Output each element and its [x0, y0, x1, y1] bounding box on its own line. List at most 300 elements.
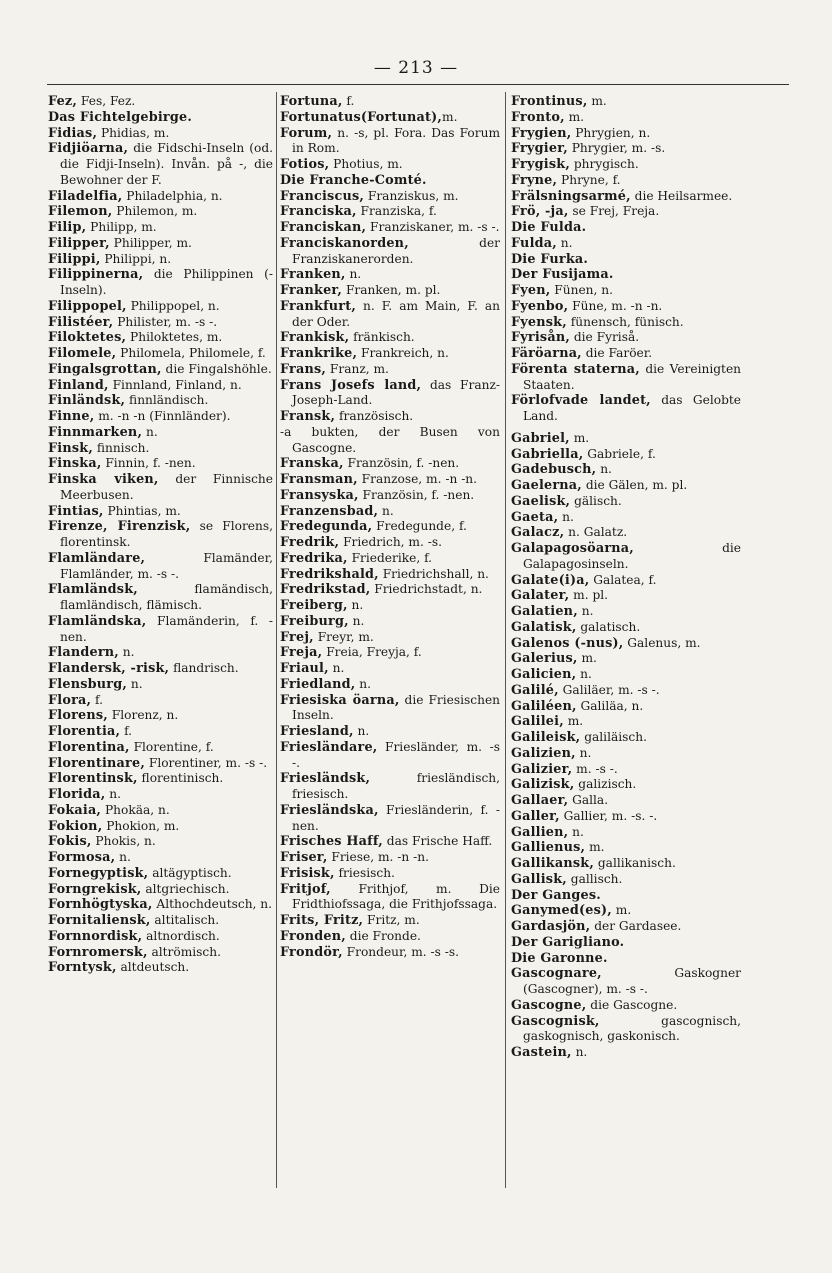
entry-definition: finnländisch.	[125, 393, 209, 408]
entry-headword: Fornegyptisk,	[48, 865, 149, 881]
entry-headword: Frisches Haff,	[280, 834, 383, 850]
dictionary-entry	[511, 1045, 741, 1061]
dictionary-entry	[511, 447, 741, 463]
entry-definition: friesisch.	[334, 865, 395, 880]
entry-definition: galatisch.	[576, 619, 641, 634]
entry-definition: n.	[571, 1045, 588, 1059]
dictionary-entry	[511, 252, 741, 268]
entry-definition: Philippi, n.	[100, 251, 172, 266]
entry-definition: der Finnische Meerbusen.	[60, 472, 273, 502]
dictionary-entry	[48, 472, 273, 504]
entry-definition: Französin, f. -nen.	[358, 487, 475, 502]
entry-headword: Florentina,	[48, 739, 130, 755]
dictionary-entry	[511, 494, 741, 510]
entry-headword: Franciskan,	[280, 220, 367, 235]
dictionary-entry	[48, 614, 273, 646]
entry-definition: se Florens, florentinsk.	[60, 519, 273, 549]
dictionary-entry	[48, 582, 273, 614]
dictionary-entry	[511, 620, 741, 636]
entry-headword: Galatisk,	[511, 619, 577, 635]
dictionary-entry	[280, 236, 500, 268]
entry-definition: n.	[127, 676, 143, 691]
entry-headword: Galilei,	[511, 714, 564, 730]
dictionary-entry	[280, 913, 500, 929]
entry-headword: Gallikansk,	[511, 856, 594, 871]
dictionary-entry	[48, 945, 273, 961]
entry-headword: Gabriella,	[511, 446, 584, 462]
entry-headword: Forngrekisk,	[48, 881, 142, 897]
entry-definition: die Galapagosinseln.	[523, 541, 741, 571]
dictionary-entry	[511, 651, 741, 667]
column-divider	[276, 92, 277, 1188]
dictionary-entry	[511, 588, 741, 604]
entry-definition: altrömisch.	[147, 944, 221, 959]
dictionary-entry	[511, 510, 741, 526]
entry-headword: Frej,	[280, 629, 314, 645]
entry-definition: Phryne, f.	[557, 172, 621, 187]
entry-definition: Phokäa, n.	[101, 802, 170, 817]
dictionary-entry	[280, 661, 500, 677]
entry-headword: Färöarna,	[511, 346, 582, 361]
dictionary-entry	[511, 157, 741, 173]
entry-headword: Galater,	[511, 588, 570, 604]
entry-headword: Fredrikshald,	[280, 566, 379, 582]
entry-headword: Frygisk,	[511, 157, 570, 172]
entry-headword: Fyensk,	[511, 314, 567, 330]
entry-definition: französisch.	[335, 409, 414, 423]
dictionary-entry	[48, 110, 273, 126]
dictionary-entry	[511, 236, 741, 252]
entry-definition: Freyr, m.	[313, 629, 374, 644]
dictionary-entry	[48, 362, 273, 378]
dictionary-entry	[48, 834, 273, 850]
dictionary-entry	[280, 299, 500, 331]
entry-headword: Frygien,	[511, 125, 572, 141]
dictionary-entry	[48, 456, 273, 472]
dictionary-entry	[280, 362, 500, 378]
entry-headword: Fez,	[48, 94, 78, 109]
entry-definition: f.	[120, 724, 133, 738]
entry-headword: Galileisk,	[511, 730, 581, 745]
entry-headword: Frö, -ja,	[511, 204, 569, 220]
dictionary-entry	[280, 567, 500, 583]
entry-headword: Galilé,	[511, 682, 559, 698]
entry-definition: Friederike, f.	[347, 550, 433, 565]
entry-definition: n.	[118, 645, 135, 660]
entry-headword: Friesländare,	[280, 739, 378, 755]
entry-definition: n.	[347, 598, 364, 612]
entry-headword: Frans,	[280, 361, 327, 377]
entry-headword: Die Furka.	[511, 251, 589, 267]
entry-headword: Frisisk,	[280, 865, 335, 881]
entry-definition: Philadelphia, n.	[122, 188, 223, 203]
dictionary-entry	[511, 573, 741, 589]
entry-definition: n. Galatz.	[564, 525, 628, 540]
entry-headword: Fornromersk,	[48, 944, 148, 960]
dictionary-entry	[280, 157, 500, 173]
entry-headword: Galiléen,	[511, 698, 577, 714]
entry-headword: Galizien,	[511, 745, 576, 761]
dictionary-entry	[511, 793, 741, 809]
dictionary-entry	[48, 882, 273, 898]
entry-headword: Forum,	[280, 125, 333, 141]
entry-definition: gallisch.	[566, 871, 623, 886]
dictionary-entry	[280, 110, 500, 126]
dictionary-entry	[280, 425, 500, 457]
entry-headword: Gaeta,	[511, 509, 559, 525]
entry-headword: Fredrik,	[280, 535, 340, 550]
entry-headword: Flandersk, -risk,	[48, 661, 170, 676]
entry-headword: Franciska,	[280, 204, 357, 220]
entry-headword: Fyrisån,	[511, 330, 570, 346]
entry-headword: Franken,	[280, 267, 346, 283]
dictionary-entry	[280, 267, 500, 283]
dictionary-column-1	[48, 94, 273, 976]
entry-definition: Philoktetes, m.	[126, 330, 223, 345]
entry-definition: Gaskogner (Gascogner), m. -s -.	[523, 966, 741, 996]
entry-definition: Phrygien, n.	[571, 125, 651, 140]
dictionary-entry	[280, 330, 500, 346]
entry-headword: Franker,	[280, 283, 343, 298]
dictionary-entry	[511, 919, 741, 935]
dictionary-entry	[511, 330, 741, 346]
entry-definition: Flamänderin, f. -nen.	[60, 613, 273, 644]
dictionary-entry	[511, 110, 741, 126]
entry-definition: n.	[577, 604, 594, 618]
dictionary-entry	[280, 126, 500, 158]
entry-headword: Fransk,	[280, 409, 336, 424]
dictionary-entry	[511, 541, 741, 573]
dictionary-entry	[48, 803, 273, 819]
dictionary-entry	[511, 746, 741, 762]
header-rule	[47, 84, 789, 85]
entry-definition: n. F. am Main, F. an der Oder.	[292, 298, 500, 329]
entry-headword: Friedland,	[280, 676, 356, 692]
dictionary-entry	[280, 598, 500, 614]
dictionary-entry	[48, 315, 273, 331]
entry-definition: Friesländerin, f. -nen.	[292, 802, 500, 833]
entry-headword: Galapagosöarna,	[511, 541, 634, 556]
dictionary-entry	[511, 299, 741, 315]
dictionary-entry	[48, 960, 273, 976]
entry-headword: Die Garonne.	[511, 950, 608, 966]
entry-definition: n.	[378, 503, 394, 518]
entry-headword: Fortuna,	[280, 94, 343, 109]
dictionary-entry	[511, 362, 741, 394]
entry-headword: Filistéer,	[48, 314, 114, 330]
entry-definition: Franken, m. pl.	[342, 283, 441, 297]
dictionary-entry	[280, 220, 500, 236]
entry-headword: Frans Josefs land,	[280, 377, 422, 393]
entry-definition: n.	[575, 745, 592, 760]
dictionary-entry	[511, 1014, 741, 1046]
dictionary-entry	[48, 267, 273, 299]
entry-definition: flandrisch.	[169, 661, 239, 675]
entry-definition: phrygisch.	[569, 157, 639, 171]
dictionary-entry	[511, 220, 741, 236]
dictionary-entry	[511, 888, 741, 904]
entry-headword: Gabriel,	[511, 430, 570, 446]
entry-definition: Freia, Freyja, f.	[322, 645, 422, 660]
dictionary-entry	[48, 330, 273, 346]
entry-headword: Frontinus,	[511, 94, 588, 109]
entry-headword: Filomele,	[48, 346, 117, 361]
entry-definition: n.	[355, 676, 372, 691]
dictionary-entry	[511, 809, 741, 825]
entry-definition: n.	[345, 267, 362, 282]
entry-headword: Fredegunda,	[280, 519, 373, 535]
entry-headword: Fornnordisk,	[48, 928, 143, 944]
entry-headword: Franska,	[280, 456, 344, 472]
entry-headword: Der Fusijama.	[511, 267, 614, 283]
entry-headword: Fokis,	[48, 834, 92, 850]
dictionary-entry	[511, 903, 741, 919]
entry-headword: Finnmarken,	[48, 424, 143, 440]
dictionary-entry	[48, 708, 273, 724]
dictionary-entry	[280, 645, 500, 661]
entry-headword: Friser,	[280, 850, 328, 865]
dictionary-entry	[511, 393, 741, 425]
entry-headword: Flandern,	[48, 645, 119, 661]
entry-definition: die Gascogne.	[586, 997, 678, 1012]
entry-headword: Franzensbad,	[280, 503, 379, 519]
entry-definition: altitalisch.	[150, 913, 220, 927]
entry-headword: Florens,	[48, 708, 108, 724]
entry-definition: das Franz-Joseph-Land.	[292, 377, 500, 408]
entry-definition: galiläisch.	[580, 730, 647, 744]
dictionary-entry	[280, 173, 500, 189]
dictionary-entry	[48, 771, 273, 787]
entry-headword: Friesiska öarna,	[280, 692, 400, 708]
entry-definition: n.	[353, 724, 370, 738]
entry-headword: Gaelisk,	[511, 493, 571, 509]
entry-headword: Fingalsgrottan,	[48, 361, 162, 377]
entry-definition: Phokis, n.	[91, 834, 156, 849]
entry-definition: Frithjof, m. Die Fridthiofssaga, die Frithjofssaga.	[292, 881, 500, 912]
entry-definition: die Vereinigten Staaten.	[523, 361, 742, 392]
entry-definition: Friesländer, m. -s -.	[292, 739, 500, 770]
dictionary-entry	[280, 94, 500, 110]
entry-headword: Fredrika,	[280, 550, 348, 566]
dictionary-entry	[511, 462, 741, 478]
dictionary-entry	[511, 966, 741, 998]
dictionary-column-2	[280, 94, 500, 960]
dictionary-entry	[48, 94, 273, 110]
dictionary-entry	[48, 204, 273, 220]
dictionary-entry	[48, 220, 273, 236]
entry-headword: Gastein,	[511, 1045, 572, 1060]
entry-headword: Fritjof,	[280, 881, 331, 897]
dictionary-entry	[511, 173, 741, 189]
dictionary-entry	[48, 551, 273, 583]
dictionary-entry	[280, 488, 500, 504]
entry-headword: Firenze, Firenzisk,	[48, 519, 191, 535]
entry-headword: Gardasjön,	[511, 919, 591, 934]
entry-definition: Franzose, m. -n -n.	[357, 472, 478, 486]
entry-headword: Frondör,	[280, 944, 343, 960]
entry-headword: Flamländsk,	[48, 582, 138, 598]
dictionary-entry	[48, 929, 273, 945]
entry-headword: Gascognare,	[511, 966, 602, 982]
entry-definition: n.	[105, 787, 121, 801]
dictionary-entry	[511, 141, 741, 157]
entry-definition: n. -s, pl. Fora. Das Forum in Rom.	[292, 125, 500, 156]
dictionary-entry	[511, 825, 741, 841]
dictionary-entry	[48, 126, 273, 142]
dictionary-entry	[511, 283, 741, 299]
entry-definition: Philipp, m.	[86, 220, 157, 234]
entry-headword: Flora,	[48, 692, 92, 708]
entry-headword: Förenta staterna,	[511, 361, 640, 377]
entry-definition: gallikanisch.	[594, 856, 676, 870]
dictionary-entry	[280, 724, 500, 740]
entry-definition: n.	[596, 462, 612, 477]
entry-headword: Filip,	[48, 220, 87, 235]
entry-definition: m.	[569, 430, 590, 445]
dictionary-entry	[48, 252, 273, 268]
entry-definition: se Frej, Freja.	[568, 204, 660, 219]
entry-headword: Der Ganges.	[511, 887, 601, 903]
entry-definition: die Faröer.	[581, 346, 653, 360]
entry-headword: Fyen,	[511, 283, 551, 298]
entry-definition: Franziskus, m.	[364, 188, 459, 203]
dictionary-entry	[511, 699, 741, 715]
dictionary-entry	[511, 935, 741, 951]
dictionary-entry	[511, 730, 741, 746]
entry-definition: die Friesischen Inseln.	[292, 692, 501, 723]
dictionary-entry	[280, 771, 500, 803]
entry-headword: Friesland,	[280, 724, 354, 739]
entry-definition: die Fingalshöhle.	[161, 361, 272, 376]
dictionary-entry	[48, 661, 273, 677]
entry-headword: Fornitaliensk,	[48, 913, 151, 928]
entry-definition: m.	[564, 109, 585, 124]
dictionary-entry	[280, 834, 500, 850]
dictionary-entry	[48, 504, 273, 520]
entry-headword: Fintias,	[48, 503, 104, 519]
entry-headword: Gadebusch,	[511, 462, 597, 478]
dictionary-entry	[280, 882, 500, 914]
entry-definition: Fes, Fez.	[77, 94, 136, 108]
dictionary-entry	[511, 204, 741, 220]
dictionary-entry	[280, 582, 500, 598]
page-number: — 213 —	[373, 58, 459, 78]
entry-definition: altnordisch.	[142, 928, 220, 943]
entry-definition: die Fyriså.	[569, 330, 640, 345]
entry-definition: Philipper, m.	[109, 235, 192, 250]
entry-headword: Friesländsk,	[280, 771, 371, 787]
entry-definition: Fünen, n.	[550, 283, 613, 297]
entry-definition: altdeutsch.	[116, 960, 190, 975]
dictionary-entry	[511, 346, 741, 362]
entry-headword: Fokaia,	[48, 802, 102, 818]
dictionary-entry	[48, 409, 273, 425]
dictionary-entry	[48, 441, 273, 457]
entry-headword: Filemon,	[48, 204, 113, 220]
dictionary-entry	[511, 604, 741, 620]
entry-definition: der Gardasee.	[590, 919, 682, 933]
entry-definition: altägyptisch.	[148, 865, 232, 880]
entry-headword: Fyenbo,	[511, 298, 569, 314]
entry-headword: Galatien,	[511, 604, 578, 619]
entry-headword: Ganymed(es),	[511, 903, 612, 919]
entry-definition: Gallier, m. -s. -.	[559, 808, 658, 823]
dictionary-entry	[280, 204, 500, 220]
entry-headword: Florentinsk,	[48, 771, 138, 787]
entry-headword: Fornhögtyska,	[48, 897, 153, 913]
dictionary-entry	[511, 683, 741, 699]
entry-headword: Finska viken,	[48, 472, 159, 487]
dictionary-entry	[48, 141, 273, 188]
dictionary-entry	[511, 714, 741, 730]
entry-definition: Galatea, f.	[589, 572, 657, 587]
entry-headword: Galenos (-nus),	[511, 635, 624, 651]
entry-headword: Galicien,	[511, 667, 577, 682]
dictionary-entry	[511, 525, 741, 541]
entry-definition: Phokion, m.	[102, 818, 180, 833]
entry-headword: Fryne,	[511, 172, 558, 188]
entry-headword: Freiburg,	[280, 613, 349, 629]
dictionary-entry	[280, 614, 500, 630]
entry-definition: die Heilsarmee.	[630, 188, 733, 203]
entry-definition: n.	[142, 424, 158, 439]
dictionary-entry	[48, 724, 273, 740]
entry-definition: fünensch, fünisch.	[566, 314, 684, 329]
entry-headword: Galacz,	[511, 525, 565, 541]
entry-definition: die Fronde.	[345, 928, 421, 943]
entry-headword: Filippi,	[48, 251, 101, 267]
entry-headword: Flamländare,	[48, 550, 146, 566]
entry-definition: Friedrich, m. -s.	[339, 535, 442, 549]
entry-definition: Philomela, Philomele, f.	[116, 346, 266, 360]
entry-definition: die Fidschi-Inseln (od. die Fidji-Inseln). Invån. på -, die Bewohner der F.	[60, 141, 273, 187]
entry-definition: altgriechisch.	[141, 881, 230, 896]
entry-headword: Finsk,	[48, 440, 93, 456]
entry-headword: Gallaer,	[511, 793, 569, 808]
entry-headword: Frankrike,	[280, 346, 358, 361]
entry-headword: Gascognisk,	[511, 1013, 600, 1029]
entry-headword: Filoktetes,	[48, 330, 127, 346]
entry-headword: Florida,	[48, 787, 106, 802]
dictionary-entry	[511, 777, 741, 793]
entry-definition: Friese, m. -n -n.	[327, 850, 429, 864]
entry-headword: Frits, Fritz,	[280, 913, 364, 928]
dictionary-entry	[511, 315, 741, 331]
dictionary-entry	[48, 189, 273, 205]
entry-definition: Florenz, n.	[107, 708, 179, 723]
dictionary-entry	[511, 872, 741, 888]
entry-definition: der Franziskanerorden.	[292, 235, 500, 266]
entry-headword: Fransyska,	[280, 487, 359, 503]
entry-definition: Galla.	[568, 793, 609, 807]
dictionary-entry	[48, 236, 273, 252]
entry-headword: Florentinare,	[48, 755, 145, 771]
entry-headword: Finländsk,	[48, 393, 126, 409]
dictionary-entry	[48, 299, 273, 315]
dictionary-entry	[511, 840, 741, 856]
entry-headword: Friaul,	[280, 661, 329, 676]
entry-headword: Finska,	[48, 456, 102, 472]
entry-definition: friesländisch, friesisch.	[292, 771, 500, 801]
entry-headword: Fotios,	[280, 157, 330, 172]
entry-definition: Fritz, m.	[363, 913, 420, 927]
dictionary-entry	[280, 803, 500, 835]
dictionary-entry	[280, 677, 500, 693]
entry-headword: Flensburg,	[48, 676, 127, 692]
entry-definition: m. -s -.	[572, 761, 618, 776]
entry-headword: Frygier,	[511, 141, 568, 157]
dictionary-entry	[48, 519, 273, 551]
